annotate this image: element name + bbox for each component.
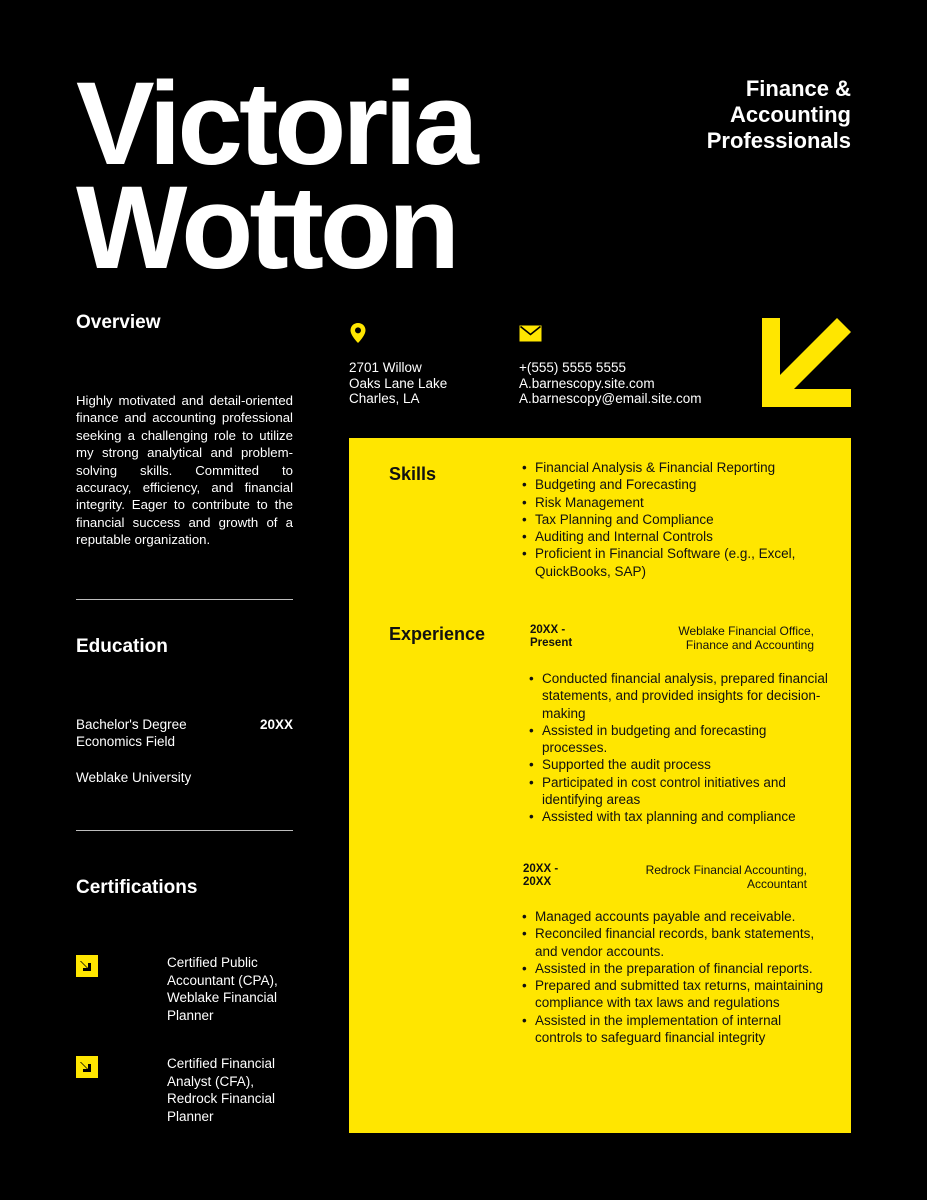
- skills-title: Skills: [389, 464, 437, 484]
- address: [349, 360, 447, 407]
- job-bullet: • Assisted in budgeting and forecasting processes.: [542, 722, 832, 757]
- school-name: Weblake University: [76, 770, 192, 785]
- job-dates: [523, 863, 558, 889]
- address-line: Charles, LA: [349, 391, 420, 406]
- envelope-icon: [519, 325, 542, 347]
- skill-item: • Risk Management: [535, 494, 835, 511]
- tagline-line: Finance &: [745, 76, 851, 101]
- job-bullet: • Conducted financial analysis, prepared financial statements, and provided insights for decision-making: [542, 670, 832, 722]
- job-date-start: 20XX -: [530, 624, 566, 636]
- certification-item: Certified Financial Analyst (CFA), Redrock Financial Planner: [167, 1056, 276, 1124]
- job-bullets: [519, 908, 830, 1046]
- arrow-down-right-icon: [76, 1056, 98, 1083]
- contact-details: [519, 360, 702, 407]
- company-role: Accountant: [746, 877, 807, 891]
- job-bullet: • Supported the audit process: [542, 756, 832, 773]
- location-pin-icon: [349, 322, 367, 349]
- job-bullet: • Managed accounts payable and receivable.: [535, 908, 830, 925]
- certifications-title: Certifications: [76, 877, 198, 898]
- skills-list: [519, 459, 835, 580]
- divider: [76, 599, 293, 600]
- job-dates: [530, 624, 572, 650]
- degree-name: Bachelor's Degree: [76, 717, 187, 732]
- last-name: Wotton: [76, 162, 457, 294]
- company-role: Finance and Accounting: [685, 638, 814, 652]
- skill-item: • Budgeting and Forecasting: [535, 476, 835, 493]
- skill-item: • Financial Analysis & Financial Reporting: [535, 459, 835, 476]
- company-name: Weblake Financial Office,: [678, 624, 814, 638]
- education-year: 20XX: [259, 717, 293, 732]
- website[interactable]: A.barnescopy.site.com: [519, 375, 655, 391]
- job-company: [577, 863, 807, 891]
- arrow-down-right-icon: [76, 955, 98, 982]
- experience-title: Experience: [389, 624, 486, 644]
- email[interactable]: A.barnescopy@email.site.com: [519, 391, 702, 406]
- job-bullet: • Assisted in the implementation of internal controls to safeguard financial integrity: [535, 1012, 830, 1047]
- job-bullet: • Prepared and submitted tax returns, maintaining compliance with tax laws and regulations: [535, 977, 830, 1012]
- skill-item: • Proficient in Financial Software (e.g., Excel, QuickBooks, SAP): [535, 545, 835, 580]
- tagline-line: Accounting: [730, 102, 851, 127]
- tagline-line: Professionals: [706, 128, 851, 153]
- divider: [76, 830, 293, 831]
- overview-text: Highly motivated and detail-oriented finance and accounting professional seeking a challenging role to utilize my strong analytical and problem-solving skills. Committed to accuracy, efficiency, and financial integrity. Eager to contribute to the financial success and growth of a reputable organization.: [76, 393, 293, 548]
- job-bullets: [526, 670, 832, 826]
- job-date-end: Present: [530, 637, 573, 649]
- candidate-name: [76, 58, 475, 294]
- profession-tagline: [591, 76, 851, 154]
- job-bullet: • Reconciled financial records, bank statements, and vendor accounts.: [535, 925, 830, 960]
- skill-item: • Tax Planning and Compliance: [535, 511, 835, 528]
- address-line: Oaks Lane Lake: [349, 375, 448, 391]
- degree-field: Economics Field: [76, 734, 176, 749]
- skills-experience-panel: [349, 438, 851, 1133]
- arrow-down-left-icon: [762, 318, 851, 412]
- job-date-start: 20XX -: [523, 863, 559, 875]
- skill-item: • Auditing and Internal Controls: [535, 528, 835, 545]
- company-name: Redrock Financial Accounting,: [645, 863, 807, 877]
- job-bullet: • Participated in cost control initiatives and identifying areas: [542, 774, 832, 809]
- overview-title: Overview: [76, 312, 161, 333]
- address-line: 2701 Willow: [349, 360, 422, 375]
- first-name: Victoria: [76, 58, 475, 190]
- job-date-end: 20XX: [523, 876, 552, 888]
- job-bullet: • Assisted in the preparation of financial reports.: [535, 960, 830, 977]
- job-bullet: • Assisted with tax planning and compliance: [542, 808, 832, 825]
- certification-item: Certified Public Accountant (CPA), Weblake Financial Planner: [167, 955, 278, 1023]
- education-entry: [76, 716, 293, 786]
- education-title: Education: [76, 636, 168, 657]
- phone[interactable]: +(555) 5555 5555: [519, 360, 626, 375]
- job-company: [594, 624, 814, 652]
